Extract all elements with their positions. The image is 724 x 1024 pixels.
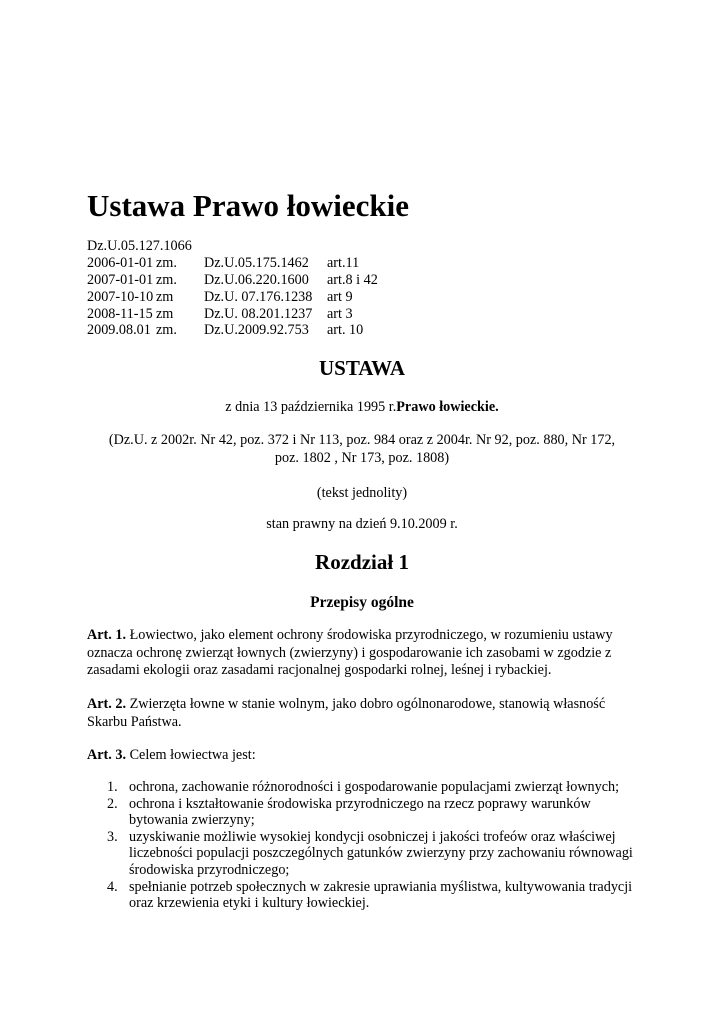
list-item	[87, 879, 647, 912]
amendment-art: art. 10	[327, 322, 364, 339]
act-heading: USTAWA	[319, 356, 405, 380]
list-item	[87, 779, 647, 796]
amendment-art: art 9	[327, 288, 353, 305]
amendment-date: 2008-11-15	[87, 305, 153, 322]
list-item	[87, 829, 647, 879]
amendment-date: 2009.08.01	[87, 322, 151, 339]
amendment-date: Dz.U.05.127.1066	[87, 238, 192, 254]
list-text: spełnianie potrzeb społecznych w zakresie uprawiania myślistwa, kultywowania tradycji oraz krzewienia etyki i kultury łowieckiej.	[129, 878, 633, 912]
amendment-date: 2007-10-10	[87, 288, 154, 305]
list-text: ochrona i kształtowanie środowiska przyrodniczego na rzecz poprawy warunków bytowania zwierzyny;	[129, 795, 591, 829]
document-title: Ustawa Prawo łowieckie	[87, 188, 409, 223]
chapter-title: Rozdział 1	[315, 550, 409, 574]
list-number: 4.	[107, 878, 118, 895]
amendment-ref: Dz.U. 07.176.1238	[204, 288, 313, 305]
article-label: Art. 1.	[87, 627, 127, 643]
amendment-date: 2006-01-01	[87, 254, 154, 271]
amendment-ref: Dz.U.06.220.1600	[204, 271, 309, 288]
list-number: 2.	[107, 795, 118, 812]
amendment-zm: zm	[156, 305, 174, 322]
article-2	[87, 696, 647, 731]
article-label: Art. 2.	[87, 696, 127, 712]
hunting-goals-list	[87, 779, 647, 912]
amendment-zm: zm.	[156, 271, 177, 288]
list-text: ochrona, zachowanie różnorodności i gospodarowanie populacjami zwierząt łownych;	[129, 779, 620, 795]
act-date: z dnia 13 października 1995 r.	[225, 399, 397, 415]
amendment-ref: Dz.U.05.175.1462	[204, 254, 309, 271]
article-label: Art. 3.	[87, 747, 127, 763]
amendment-ref: Dz.U.2009.92.753	[204, 322, 309, 339]
amendment-art: art 3	[327, 305, 353, 322]
article-text: Celem łowiectwa jest:	[126, 747, 256, 763]
list-text: uzyskiwanie możliwie wysokiej kondycji osobniczej i jakości trofeów oraz właściwej liczebności populacji poszczególnych gatunków zwierzyny przy zachowaniu równowagi środowiska przyrodniczego;	[129, 828, 633, 878]
article-3	[87, 747, 647, 765]
consolidated-text-note: (tekst jednolity)	[316, 485, 408, 501]
amendment-zm: zm	[156, 288, 174, 305]
amendment-date: 2007-01-01	[87, 271, 154, 288]
act-date-line	[80, 398, 644, 416]
amendment-art: art.8 i 42	[327, 271, 378, 288]
list-item	[87, 796, 647, 829]
amendment-art: art.11	[327, 254, 360, 271]
article-text: Łowiectwo, jako element ochrony środowiska przyrodniczego, w rozumieniu ustawy oznacza ochronę zwierząt łownych (zwierzyny) i gospodarowanie ich zasobami w zgodzie z zasadami ekologii oraz zasadami racjonalnej gospodarki rolnej, leśnej i rybackiej.	[87, 627, 613, 679]
legal-status-date: stan prawny na dzień 9.10.2009 r.	[266, 516, 458, 532]
article-text: Zwierzęta łowne w stanie wolnym, jako dobro ogólnonarodowe, stanowią własność Skarbu Państwa.	[87, 696, 606, 730]
amendment-zm: zm.	[156, 254, 177, 271]
citation-line: (Dz.U. z 2002r. Nr 42, poz. 372 i Nr 113, poz. 984 oraz z 2004r. Nr 92, poz. 880, Nr 172,	[108, 432, 616, 448]
article-1	[87, 627, 647, 680]
act-name: Prawo łowieckie.	[396, 399, 499, 415]
chapter-subtitle: Przepisy ogólne	[310, 594, 414, 611]
amendment-ref: Dz.U. 08.201.1237	[204, 305, 313, 322]
citation-line: poz. 1802 , Nr 173, poz. 1808)	[274, 449, 450, 466]
journal-citation	[80, 432, 644, 467]
list-number: 1.	[107, 779, 118, 795]
amendment-zm: zm.	[156, 322, 177, 339]
list-number: 3.	[107, 828, 118, 845]
